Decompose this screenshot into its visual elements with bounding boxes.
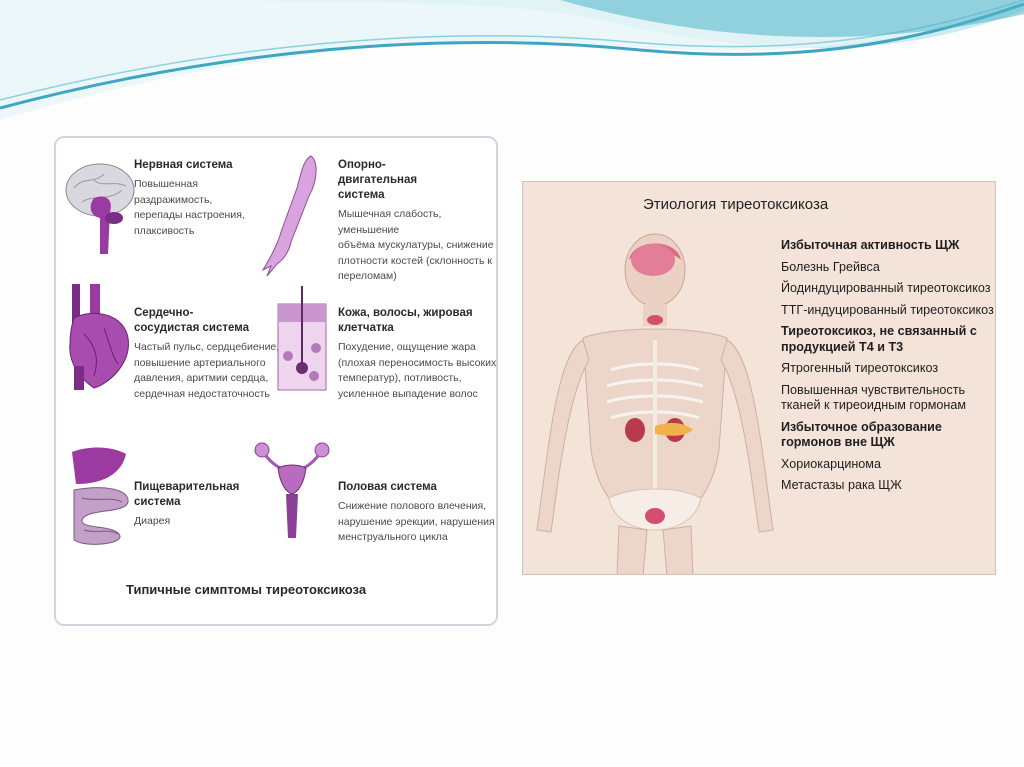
symptom-title: Сердечно-сосудистая система bbox=[134, 307, 249, 334]
cause-item: Метастазы рака ЩЖ bbox=[781, 478, 902, 492]
causes-list bbox=[781, 238, 995, 500]
symptom-desc: Частый пульс, сердцебиение, повышение артериального давления, аритмии сердца, сердечная недостаточность bbox=[134, 341, 280, 400]
symptom-title: Опорно-двигательная система bbox=[338, 159, 418, 201]
symptom-musculoskeletal bbox=[338, 158, 498, 285]
heart-illustration bbox=[64, 284, 136, 394]
symptom-desc: Похудение, ощущение жара (плохая переносимость высоких температур), потливость, усиленное выпадение волос bbox=[338, 341, 497, 400]
symptom-cardiovascular bbox=[134, 306, 284, 402]
cause-item: Йодиндуцированный тиреотоксикоз bbox=[781, 281, 991, 295]
cause-item: ТТГ-индуцированный тиреотоксикоз bbox=[781, 302, 994, 317]
human-body-illustration bbox=[523, 230, 783, 575]
symptom-desc: Повышенная раздражимость, перепады настроения, плаксивость bbox=[134, 178, 245, 237]
symptoms-caption: Типичные симптомы тиреотоксикоза bbox=[126, 582, 367, 597]
etiology-title: Этиология тиреотоксикоза bbox=[643, 196, 829, 213]
cause-item: Хориокарцинома bbox=[781, 456, 881, 471]
symptom-title: Кожа, волосы, жировая клетчатка bbox=[338, 307, 473, 334]
symptom-skin bbox=[338, 306, 498, 402]
symptom-reproductive bbox=[338, 480, 498, 546]
symptom-title: Пищеварительная система bbox=[134, 481, 240, 508]
digestive-illustration bbox=[66, 444, 136, 548]
cause-item: Избыточное образование гормонов вне ЩЖ bbox=[781, 419, 942, 449]
cause-item: Болезнь Грейвса bbox=[781, 259, 880, 274]
brain-illustration bbox=[64, 158, 136, 258]
symptom-title: Нервная система bbox=[134, 159, 233, 171]
symptom-nervous bbox=[134, 158, 264, 239]
cause-item: Тиреотоксикоз, не связанный с продукцией Т4 и Т3 bbox=[781, 324, 977, 354]
cause-item: Ятрогенный тиреотоксикоз bbox=[781, 361, 939, 375]
symptom-digestive bbox=[134, 480, 254, 530]
symptom-desc: Мышечная слабость, уменьшение объёма мускулатуры, снижение плотности костей (склонность к переломам) bbox=[338, 208, 494, 282]
symptoms-card bbox=[54, 136, 498, 626]
symptom-title: Половая система bbox=[338, 481, 437, 493]
symptom-desc: Снижение полового влечения, нарушение эрекции, нарушения менструального цикла bbox=[338, 500, 495, 543]
header-wave-decoration bbox=[0, 0, 1024, 120]
etiology-card bbox=[522, 181, 996, 575]
cause-item: Избыточная активность ЩЖ bbox=[781, 238, 960, 252]
cause-item: Повышенная чувствительность тканей к тиреоидным гормонам bbox=[781, 382, 967, 412]
reproductive-illustration bbox=[252, 438, 332, 544]
arm-illustration bbox=[261, 152, 321, 282]
symptom-desc: Диарея bbox=[134, 515, 171, 527]
